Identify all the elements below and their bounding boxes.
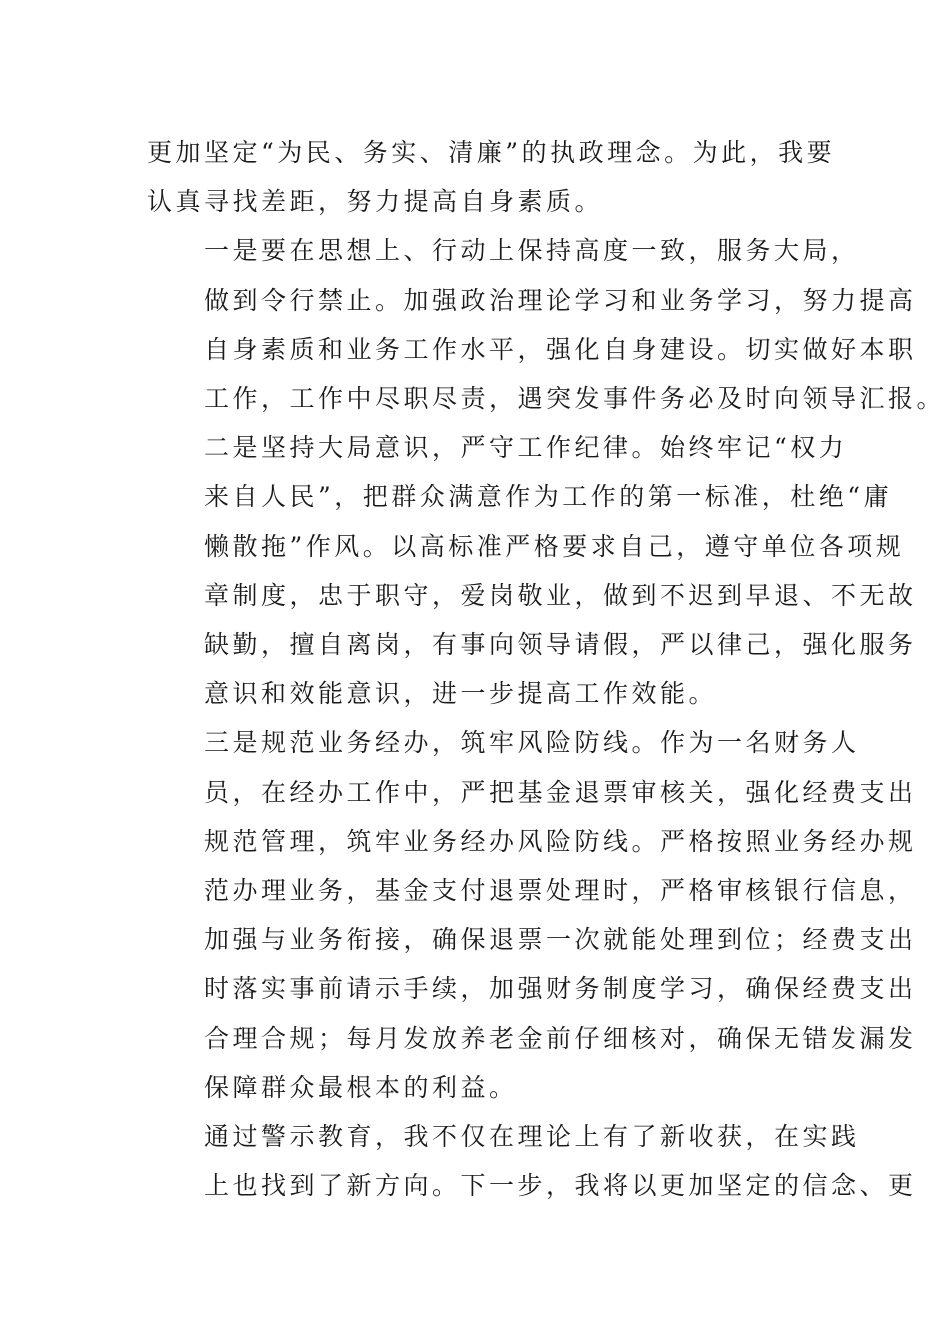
text-line: 更加坚定“为民、务实、清廉”的执政理念。为此，我要 [147,138,836,167]
text-line: 缺勤，擅自离岗，有事向领导请假，严以律己，强化服务 [204,630,917,660]
text-line: 时落实事前请示手续，加强财务制度学习，确保经费支出 [204,974,917,1004]
text-line: 保障群众最根本的利益。 [204,1072,518,1102]
paragraph-point-three [147,718,917,1112]
text-line: 规范管理，筑牢业务经办风险防线。严格按照业务经办规 [204,826,917,856]
text-line: 范办理业务，基金支付退票处理时，严格审核银行信息， [204,876,917,906]
text-line: 自身素质和业务工作水平，强化自身建设。切实做好本职 [204,334,917,364]
text-line: 通过警示教育，我不仅在理论上有了新收获，在实践 [204,1122,860,1152]
text-line: 员，在经办工作中，严把基金退票审核关，强化经费支出 [204,777,917,807]
text-line: 加强与业务衔接，确保退票一次就能处理到位；经费支出 [204,925,917,955]
text-line: 来自人民”，把群众满意作为工作的第一标准，杜绝“庸 [204,482,893,512]
paragraph-intro-continuation [147,128,836,226]
text-line: 合理合规；每月发放养老金前仔细核对，确保无错发漏发 [204,1023,917,1053]
text-line: 做到令行禁止。加强政治理论学习和业务学习，努力提高 [204,285,917,315]
text-line: 懒散拖”作风。以高标准严格要求自己，遵守单位各项规 [204,531,905,561]
text-line: 章制度，忠于职守，爱岗敬业，做到不迟到早退、不无故 [204,580,917,610]
text-line: 二是坚持大局意识，严守工作纪律。始终牢记“权力 [204,433,848,463]
text-line: 一是要在思想上、行动上保持高度一致，服务大局， [204,236,860,266]
paragraph-point-one [147,226,946,423]
text-line: 工作，工作中尽职尽责，遇突发事件务必及时向领导汇报。 [204,384,946,414]
document-body [147,128,946,1210]
paragraph-conclusion [147,1112,917,1210]
paragraph-point-two [147,423,917,718]
text-line: 意识和效能意识，进一步提高工作效能。 [204,679,718,709]
text-line: 三是规范业务经办，筑牢风险防线。作为一名财务人 [204,728,860,758]
text-line: 上也找到了新方向。下一步，我将以更加坚定的信念、更 [204,1171,917,1201]
text-line: 认真寻找差距，努力提高自身素质。 [147,187,604,217]
